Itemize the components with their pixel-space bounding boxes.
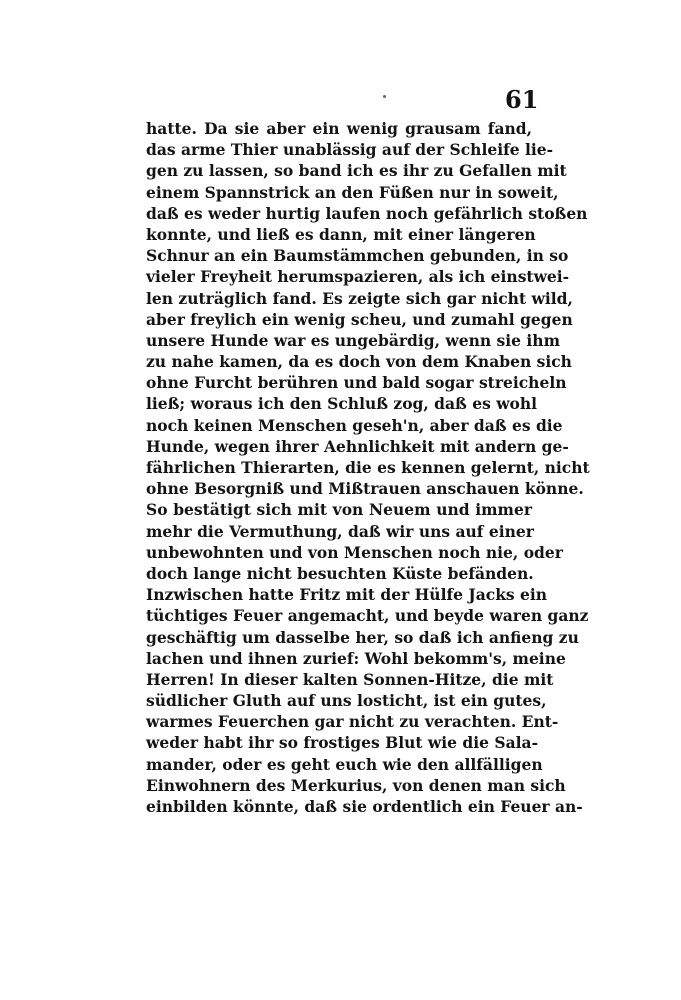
text-line: Herren! In dieser kalten Sonnen-Hitze, die mit <box>146 669 554 689</box>
text-line: einbilden könnte, daß sie ordentlich ein Feuer an- <box>146 797 583 816</box>
text-line: geschäftig um dasselbe her, so daß ich anfieng zu <box>146 627 579 647</box>
text-line: noch keinen Menschen geseh'n, aber daß es die <box>146 415 563 435</box>
text-line: unsere Hunde war es ungebärdig, wenn sie ihm <box>146 330 560 350</box>
text-line: aber freylich ein wenig scheu, und zumahl gegen <box>146 309 573 329</box>
text-line: ließ; woraus ich den Schluß zog, daß es wohl <box>146 394 538 414</box>
text-line: unbewohnten und von Menschen noch nie, oder <box>146 542 563 562</box>
text-line: len zuträglich fand. Es zeigte sich gar nicht wild, <box>146 288 573 308</box>
text-line: Schnur an ein Baumstämmchen gebunden, in so <box>146 246 569 266</box>
text-line: So bestätigt sich mit von Neuem und immer <box>146 500 532 520</box>
text-line: mander, oder es geht euch wie den allfälligen <box>146 754 543 774</box>
text-line: das arme Thier unablässig auf der Schleife lie- <box>146 140 554 160</box>
text-line: vieler Freyheit herumspazieren, als ich einstwei- <box>146 267 570 287</box>
text-line: tüchtiges Feuer angemacht, und beyde waren ganz <box>146 606 589 626</box>
text-line: Inzwischen hatte Fritz mit der Hülfe Jacks ein <box>146 585 548 605</box>
text-line: einem Spannstrick an den Füßen nur in soweit, <box>146 182 559 202</box>
text-line: daß es weder hurtig laufen noch gefährlich stoßen <box>146 203 588 223</box>
text-line: Hunde, wegen ihrer Aehnlichkeit mit andern ge- <box>146 436 569 456</box>
text-line: ohne Besorgniß und Mißtrauen anschauen könne. <box>146 479 584 499</box>
text-line: weder habt ihr so frostiges Blut wie die Sala- <box>146 733 539 753</box>
text-line: konnte, und ließ es dann, mit einer längeren <box>146 224 536 244</box>
text-line: Einwohnern des Merkurius, von denen man sich <box>146 775 566 795</box>
text-line: fährlichen Thierarten, die es kennen gelernt, nicht <box>146 458 590 477</box>
ink-speck <box>383 95 386 98</box>
text-line: zu nahe kamen, da es doch von dem Knaben sich <box>146 352 572 372</box>
body-text <box>146 118 590 817</box>
text-line: ohne Furcht berühren und bald sogar streicheln <box>146 373 567 393</box>
page-number: 61 <box>505 85 539 114</box>
text-line: hatte. Da sie aber ein wenig grausam fand, <box>146 119 532 138</box>
text-line: gen zu lassen, so band ich es ihr zu Gefallen mit <box>146 161 567 181</box>
text-line: lachen und ihnen zurief: Wohl bekomm's, meine <box>146 648 566 668</box>
text-line: südlicher Gluth auf uns losticht, ist ein gutes, <box>146 691 547 711</box>
text-line: mehr die Vermuthung, daß wir uns auf einer <box>146 521 534 541</box>
text-line: warmes Feuerchen gar nicht zu verachten. Ent- <box>146 712 559 732</box>
text-line: doch lange nicht besuchten Küste befänden. <box>146 563 534 583</box>
